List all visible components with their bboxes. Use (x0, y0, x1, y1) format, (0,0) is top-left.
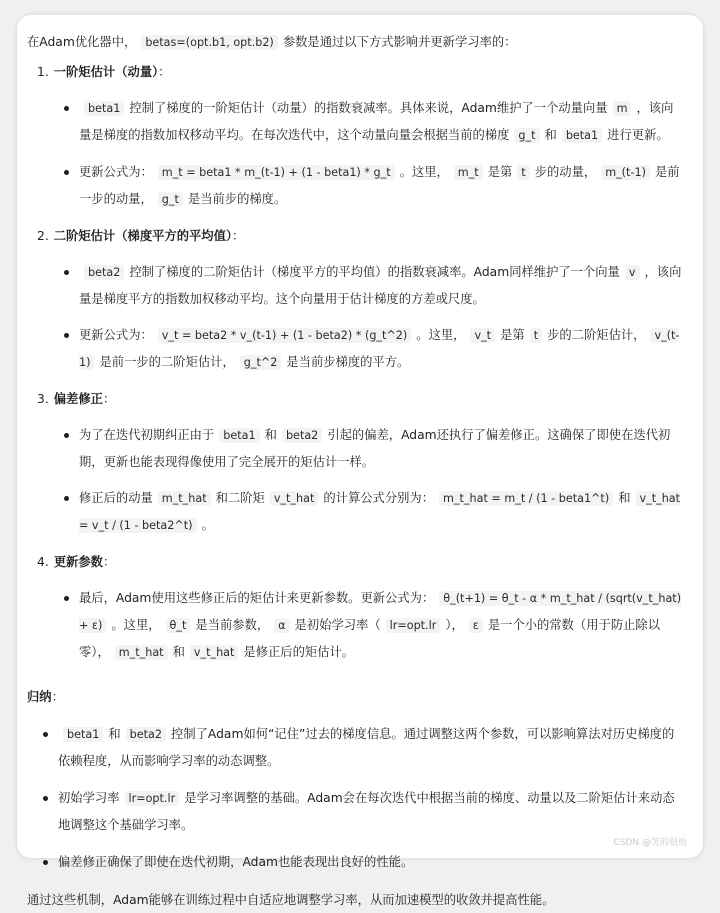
bullet-item: beta1 控制了梯度的一阶矩估计（动量）的指数衰减率。具体来说，Adam维护了一个动量向量 m ，该向量是梯度的指数加权移动平均。在每次迭代中，这个动量向量会根据当前的梯度 g_t 和 beta1 进行更新。 (27, 95, 693, 149)
section-second-moment (27, 223, 693, 376)
summary-item: 偏差修正确保了即使在迭代初期，Adam也能表现出良好的性能。 (27, 849, 693, 875)
watermark: CSDN @笑的很灿 (613, 838, 687, 848)
section-bullets (27, 95, 693, 213)
conclusion-paragraph: 通过这些机制，Adam能够在训练过程中自适应地调整学习率，从而加速模型的收敛并提高性能。 (27, 893, 555, 907)
answer-card (17, 15, 703, 907)
section-title: 4. 更新参数： (37, 555, 116, 569)
section-bias-correction (27, 386, 693, 539)
summary-bullets (27, 721, 693, 875)
bullet-item: 更新公式为： v_t = beta2 * v_(t-1) + (1 - beta2) * (g_t^2) 。这里， v_t 是第 t 步的二阶矩估计， v_(t-1) 是前一步的二阶矩估计， g_t^2 是当前步梯度的平方。 (27, 322, 693, 376)
section-bullets (27, 259, 693, 376)
bullet-item: 修正后的动量 m_t_hat 和二阶矩 v_t_hat 的计算公式分别为： m_t_hat = m_t / (1 - beta1^t) 和 v_t_hat = v_t / (1 - beta2^t) 。 (27, 485, 693, 539)
summary-item: beta1 和 beta2 控制了Adam如何“记住”过去的梯度信息。通过调整这两个参数，可以影响算法对历史梯度的依赖程度，从而影响学习率的动态调整。 (27, 721, 693, 774)
bullet-item: 最后，Adam使用这些修正后的矩估计来更新参数。更新公式为： θ_(t+1) = θ_t - α * m_t_hat / (sqrt(v_t_hat) + ε) 。这里， θ_t 是当前参数， α 是初始学习率（ lr=opt.lr ）， ε 是一个小的常数（用于防止除以零）， m_t_hat 和 v_t_hat 是修正后的矩估计。 (27, 585, 693, 666)
section-title: 1. 一阶矩估计（动量）： (37, 65, 171, 79)
bullet-item: beta2 控制了梯度的二阶矩估计（梯度平方的平均值）的指数衰减率。Adam同样维护了一个向量 v ，该向量是梯度平方的指数加权移动平均。这个向量用于估计梯度的方差或尺度。 (27, 259, 693, 312)
intro-text: 在Adam优化器中， (27, 35, 137, 49)
intro-paragraph (27, 29, 693, 56)
section-bullets (27, 422, 693, 539)
section-title: 2. 二阶矩估计（梯度平方的平均值）： (37, 229, 245, 243)
section-title: 3. 偏差修正： (37, 392, 116, 406)
section-bullets (27, 585, 693, 666)
bullet-item: 更新公式为： m_t = beta1 * m_(t-1) + (1 - beta1) * g_t 。这里， m_t 是第 t 步的动量， m_(t-1) 是前一步的动量， g_t 是当前步的梯度。 (27, 159, 693, 213)
bullet-item: 为了在迭代初期纠正由于 beta1 和 beta2 引起的偏差，Adam还执行了偏差修正。这确保了即使在迭代初期，更新也能表现得像使用了完全展开的矩估计一样。 (27, 422, 693, 475)
section-first-moment (27, 59, 693, 213)
summary-item: 初始学习率 lr=opt.lr 是学习率调整的基础。Adam会在每次迭代中根据当前的梯度、动量以及二阶矩估计来动态地调整这个基础学习率。 (27, 785, 693, 838)
section-update-params (27, 549, 693, 666)
intro-text-2: 参数是通过以下方式影响并更新学习率的： (282, 35, 517, 49)
code-betas: betas=(opt.b1, opt.b2) (141, 35, 278, 50)
summary-heading: 归纳： (27, 690, 64, 704)
